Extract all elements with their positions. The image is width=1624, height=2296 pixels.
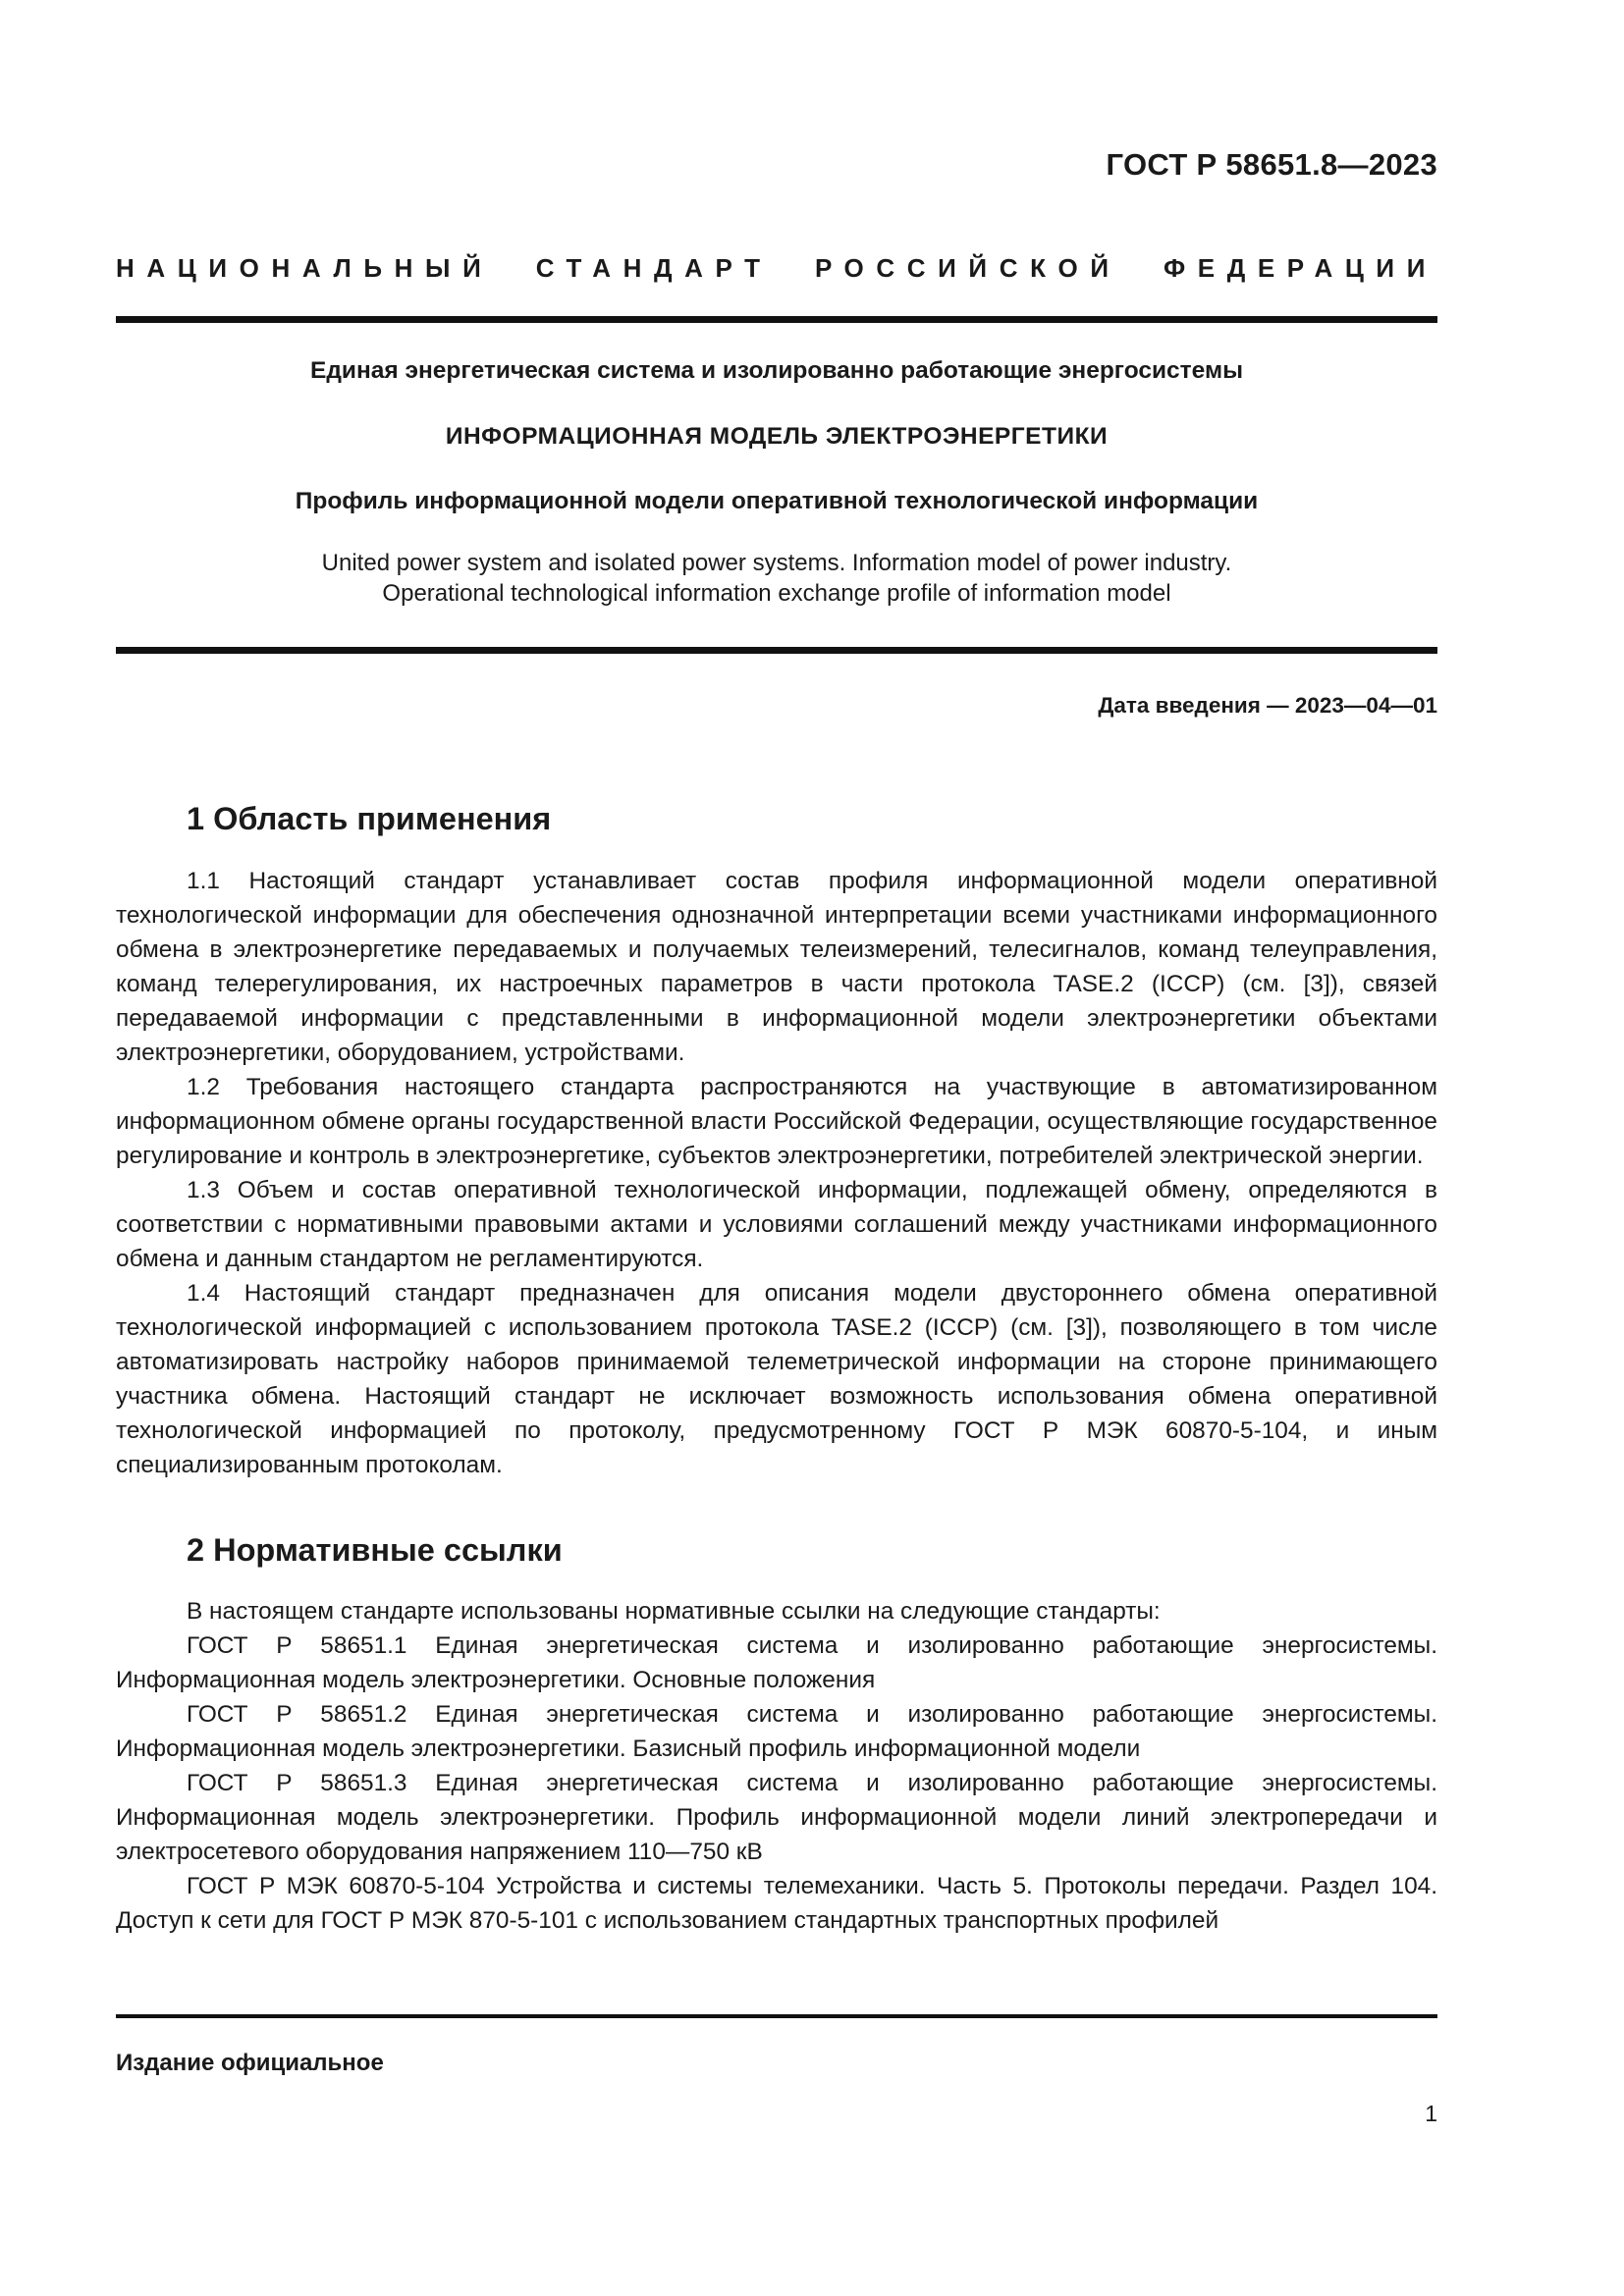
section-2-body [116,1594,1437,1938]
paragraph-1-4: 1.4 Настоящий стандарт предназначен для описания модели двустороннего обмена оперативной технологической информацией с использованием протокола TASE.2 (ICCP) (см. [3]), позволяющего в том числе автоматизировать настройку наборов принимаемой телеметрической информации на стороне принимающего участника обмена. Настоящий стандарт не исключает возможность использования обмена оперативной технологической информацией по протоколу, предусмотренному ГОСТ Р МЭК 60870-5-104, и иным специализированным протоколам. [116,1280,1437,1478]
title-system: Единая энергетическая система и изолированно работающие энергосистемы [310,357,1243,384]
reference-gost-58651-3: ГОСТ Р 58651.3 Единая энергетическая система и изолированно работающие энергосистемы. Информационная модель электроэнергетики. Профиль информационной модели линий электропередачи и электросетевого оборудования напряжением 110—750 кВ [116,1770,1437,1865]
paragraph-1-2: 1.2 Требования настоящего стандарта распространяются на участвующие в автоматизированном информационном обмене органы государственной власти Российской Федерации, осуществляющие государственное регулирование и контроль в электроэнергетике, субъектов электроэнергетики, потребителей электрической энергии. [116,1074,1437,1169]
paragraph-1-3: 1.3 Объем и состав оперативной технологической информации, подлежащей обмену, определяются в соответствии с нормативными правовыми актами и условиями соглашений между участниками информационного обмена и данным стандартом не регламентируются. [116,1177,1437,1272]
title-profile: Профиль информационной модели оперативной технологической информации [295,488,1259,514]
reference-gost-iec-60870: ГОСТ Р МЭК 60870-5-104 Устройства и системы телемеханики. Часть 5. Протоколы передачи. Раздел 104. Доступ к сети для ГОСТ Р МЭК 870-5-101 с использованием стандартных транспортных профилей [116,1873,1437,1934]
section-2-heading: 2 Нормативные ссылки [187,1532,563,1568]
national-standard-banner: НАЦИОНАЛЬНЫЙ СТАНДАРТ РОССИЙСКОЙ ФЕДЕРАЦИИ [116,253,1437,283]
paragraph-1-1: 1.1 Настоящий стандарт устанавливает состав профиля информационной модели оперативной технологической информации для обеспечения однозначной интерпретации всеми участниками информационного обмена в электроэнергетике передаваемых и получаемых телеизмерений, телесигналов, команд телеуправления, команд телерегулирования, их настроечных параметров в части протокола TASE.2 (ICCP) (см. [3]), связей передаваемой информации с представленными в информационной модели электроэнергетики объектами электроэнергетики, оборудованием, устройствами. [116,868,1437,1066]
title-divider [116,647,1437,654]
header-divider [116,316,1437,323]
footer-divider [116,2014,1437,2018]
page-number: 1 [1425,2101,1437,2126]
official-edition-label: Издание официальное [116,2050,384,2076]
references-intro: В настоящем стандарте использованы нормативные ссылки на следующие стандарты: [187,1598,1161,1625]
english-title-line-1: United power system and isolated power systems. Information model of power industry. [321,550,1232,576]
section-1-heading: 1 Область применения [187,801,552,836]
reference-gost-58651-1: ГОСТ Р 58651.1 Единая энергетическая система и изолированно работающие энергосистемы. Информационная модель электроэнергетики. Основные положения [116,1632,1437,1693]
standard-number: ГОСТ Р 58651.8—2023 [1106,147,1437,182]
section-1-body [116,864,1437,1482]
title-main: ИНФОРМАЦИОННАЯ МОДЕЛЬ ЭЛЕКТРОЭНЕРГЕТИКИ [445,423,1109,450]
english-title-line-2: Operational technological information exchange profile of information model [382,580,1171,607]
date-introduced: Дата введения — 2023—04—01 [1098,693,1437,718]
reference-gost-58651-2: ГОСТ Р 58651.2 Единая энергетическая система и изолированно работающие энергосистемы. Информационная модель электроэнергетики. Базисный профиль информационной модели [116,1701,1437,1762]
